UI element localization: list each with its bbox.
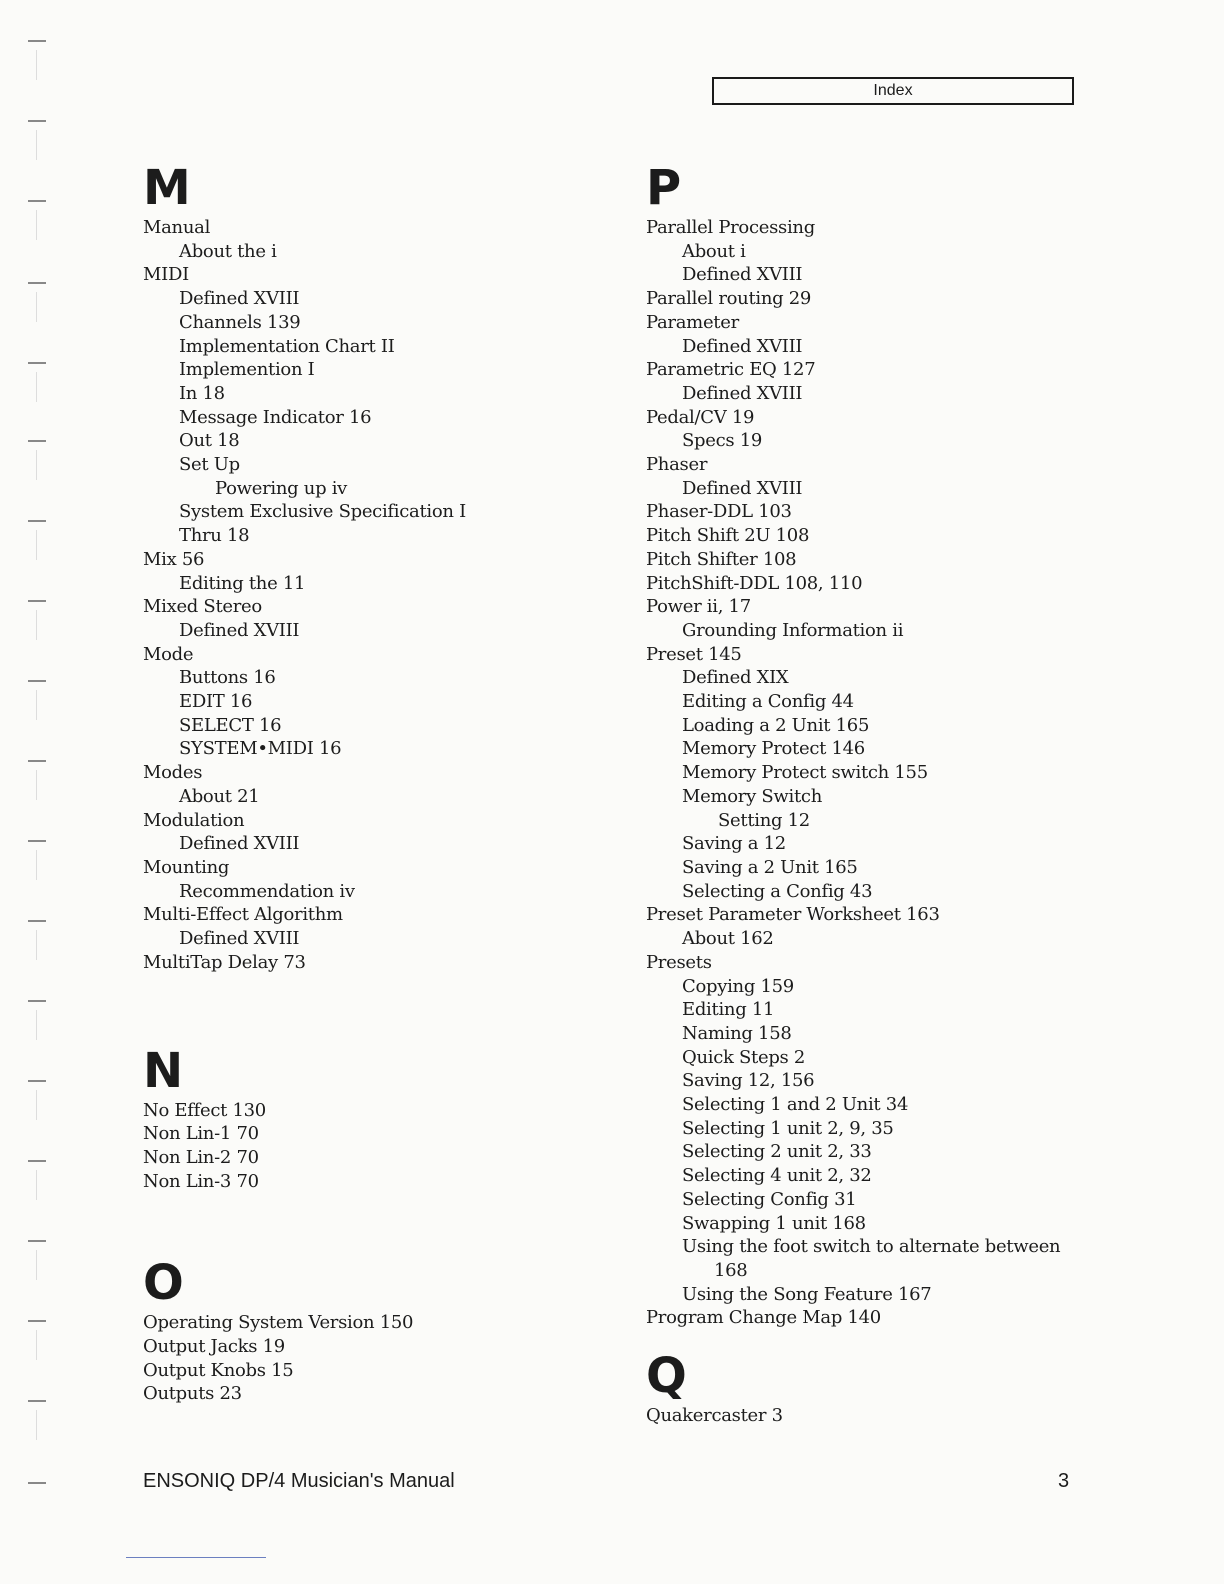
index-entry: 168 [714, 1259, 748, 1281]
index-entry: Modulation [143, 809, 245, 831]
index-entry: Message Indicator 16 [179, 406, 372, 428]
index-section-m [143, 162, 643, 975]
index-entry: Modes [143, 762, 203, 784]
index-entry: Manual [143, 217, 211, 238]
index-entry: Implemention I [179, 359, 315, 381]
section-gap [646, 1330, 1146, 1350]
section-letter: M [143, 160, 190, 216]
index-entry: System Exclusive Specification I [179, 501, 466, 523]
index-entry: Mixed Stereo [143, 596, 262, 618]
index-entry: Selecting 4 unit 2, 32 [682, 1165, 872, 1187]
index-entry: Selecting 1 and 2 Unit 34 [682, 1094, 909, 1116]
index-entry: Implementation Chart II [179, 335, 395, 357]
index-entry: About 21 [179, 785, 260, 807]
index-entry: Saving a 2 Unit 165 [682, 856, 858, 878]
index-entry: Output Knobs 15 [143, 1359, 294, 1381]
index-entry: Specs 19 [682, 430, 763, 452]
index-entry: Defined XVIII [682, 264, 803, 286]
index-entry: Editing a Config 44 [682, 691, 854, 713]
index-entry: Memory Switch [682, 785, 822, 807]
index-entry: Setting 12 [718, 809, 810, 831]
index-entry: About i [682, 240, 746, 262]
index-entry: Thru 18 [179, 525, 250, 547]
section-letter: O [143, 1255, 183, 1312]
section-gap [143, 975, 643, 1045]
index-entry: Memory Protect switch 155 [682, 762, 928, 784]
section-letter: P [646, 160, 681, 216]
index-entry: Out 18 [179, 430, 240, 452]
index-entry: PitchShift-DDL 108, 110 [646, 572, 863, 594]
index-entry: Non Lin-3 70 [143, 1170, 259, 1192]
index-entry: Power ii, 17 [646, 596, 751, 618]
index-entry: Preset 145 [646, 643, 742, 665]
index-entry: Using the Song Feature 167 [682, 1283, 932, 1305]
index-entry: Copying 159 [682, 975, 794, 997]
index-entry: Defined XIX [682, 667, 789, 689]
index-entry: Mode [143, 643, 194, 665]
index-entry: Phaser [646, 454, 708, 476]
index-entry: Parameter [646, 311, 739, 333]
index-entry: Mix 56 [143, 548, 205, 570]
index-entry: Naming 158 [682, 1022, 792, 1044]
index-entry: Using the foot switch to alternate between [682, 1236, 1061, 1258]
footer-manual-title: ENSONIQ DP/4 Musician's Manual [143, 1470, 455, 1492]
index-entry: Saving 12, 156 [682, 1070, 815, 1092]
section-gap [143, 1193, 643, 1257]
index-entry: Defined XVIII [682, 382, 803, 404]
index-entry: Operating System Version 150 [143, 1312, 414, 1334]
index-entry: Buttons 16 [179, 667, 276, 689]
index-entry: Editing the 11 [179, 572, 306, 594]
index-header [712, 77, 1074, 105]
index-column-right [646, 162, 1146, 1428]
index-entry: EDIT 16 [179, 691, 253, 713]
index-entry: Defined XVIII [179, 288, 300, 310]
index-entry: Quick Steps 2 [682, 1046, 806, 1068]
index-entry: Outputs 23 [143, 1383, 242, 1405]
index-entry: Powering up iv [215, 477, 348, 499]
index-entry: Mounting [143, 856, 230, 878]
index-entry: About 162 [682, 928, 774, 950]
section-letter: N [143, 1042, 183, 1099]
index-entry: About the i [179, 240, 277, 262]
index-entry: Non Lin-1 70 [143, 1123, 259, 1145]
index-entry: Preset Parameter Worksheet 163 [646, 904, 940, 926]
index-entry: Loading a 2 Unit 165 [682, 714, 870, 736]
index-entry: SYSTEM•MIDI 16 [179, 738, 342, 760]
index-entry: Memory Protect 146 [682, 738, 865, 760]
index-entry: Non Lin-2 70 [143, 1146, 259, 1168]
index-entry: Saving a 12 [682, 833, 786, 855]
index-entry: Phaser-DDL 103 [646, 501, 792, 523]
index-entry: Grounding Information ii [682, 619, 904, 641]
index-entry: Recommendation iv [179, 880, 355, 902]
index-section-p [646, 162, 1146, 1330]
index-entry: Selecting Config 31 [682, 1188, 857, 1210]
index-entry: MIDI [143, 264, 189, 286]
index-entry: Selecting 2 unit 2, 33 [682, 1141, 872, 1163]
index-entry: Defined XVIII [682, 477, 803, 499]
index-entry: Quakercaster 3 [646, 1405, 783, 1427]
index-entry: SELECT 16 [179, 714, 282, 736]
index-entry: Set Up [179, 454, 240, 476]
index-entry: Selecting a Config 43 [682, 880, 873, 902]
index-entry: Parallel Processing [646, 217, 815, 238]
binding-edge [0, 0, 50, 1584]
index-section-n [143, 1042, 643, 1194]
index-entry: Parallel routing 29 [646, 288, 812, 310]
index-entry: Defined XVIII [179, 833, 300, 855]
index-entry: Defined XVIII [179, 928, 300, 950]
section-letter: Q [646, 1348, 686, 1405]
index-entry: Program Change Map 140 [646, 1307, 881, 1329]
index-entry: Editing 11 [682, 999, 775, 1021]
index-entry: Selecting 1 unit 2, 9, 35 [682, 1117, 894, 1139]
index-entry: Parametric EQ 127 [646, 359, 816, 381]
index-section-q [646, 1350, 1146, 1428]
index-section-o [143, 1257, 643, 1406]
index-entry: Multi-Effect Algorithm [143, 904, 343, 926]
index-entry: No Effect 130 [143, 1099, 266, 1121]
index-entry: Pitch Shifter 108 [646, 548, 797, 570]
index-entry: Presets [646, 951, 712, 973]
index-entry: Pitch Shift 2U 108 [646, 525, 810, 547]
index-entry: Channels 139 [179, 311, 301, 333]
index-header-label: Index [873, 82, 913, 99]
index-column-left [143, 162, 643, 1406]
index-entry: Defined XVIII [682, 335, 803, 357]
index-entry: In 18 [179, 382, 225, 404]
index-entry: Output Jacks 19 [143, 1336, 285, 1358]
index-entry: Pedal/CV 19 [646, 406, 755, 428]
index-entry: Defined XVIII [179, 619, 300, 641]
index-entry: MultiTap Delay 73 [143, 951, 306, 973]
bottom-rule [126, 1557, 266, 1558]
index-entry: Swapping 1 unit 168 [682, 1212, 866, 1234]
page-number: 3 [1058, 1470, 1070, 1492]
